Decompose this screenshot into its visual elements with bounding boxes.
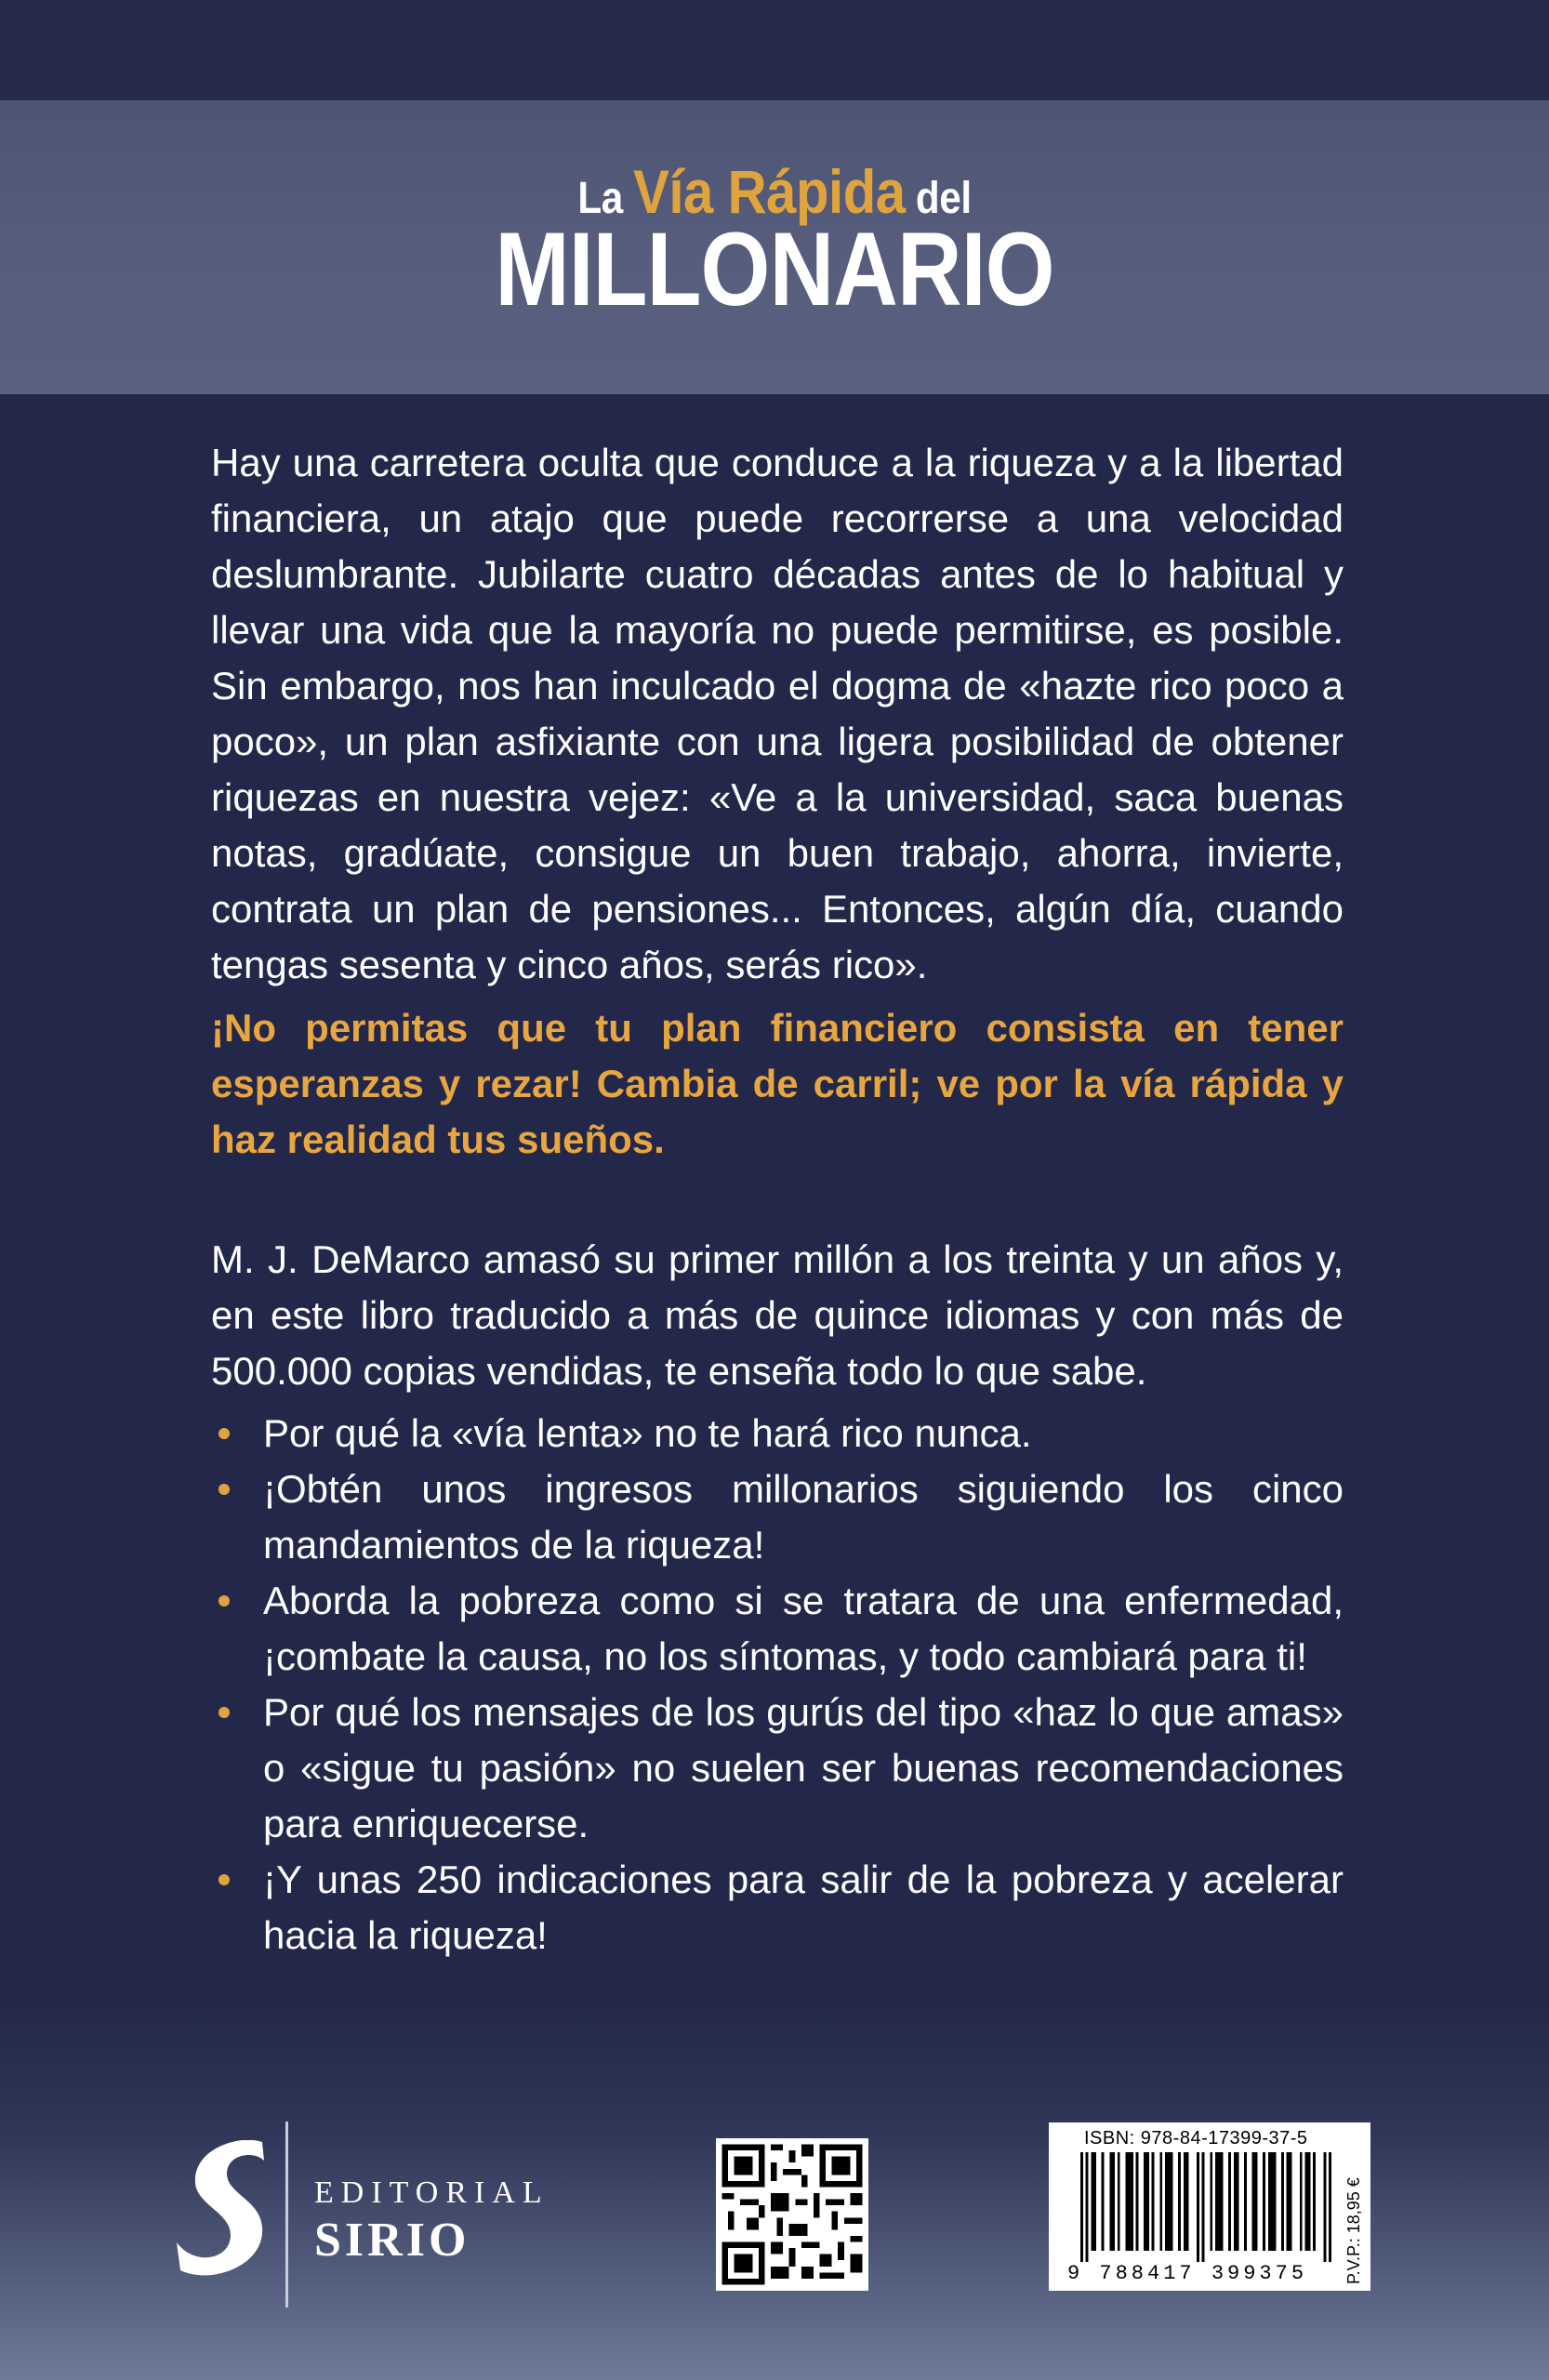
publisher-line-2: SIRIO — [314, 2214, 470, 2267]
price-label: P.V.P.: 18,95 € — [1344, 2177, 1363, 2284]
publisher-line-1: EDITORIAL — [314, 2175, 549, 2210]
list-item — [211, 1685, 1344, 1852]
qr-code-icon — [716, 2138, 868, 2291]
logo-divider — [285, 2122, 288, 2307]
barcode-box — [1049, 2122, 1370, 2291]
bullet-dot-icon — [218, 1707, 230, 1718]
list-item — [211, 1406, 1344, 1461]
bullet-list — [211, 1406, 1344, 1964]
list-item-text: Por qué la «vía lenta» no te hará rico nunca. — [263, 1411, 1032, 1455]
bullet-dot-icon — [218, 1595, 230, 1606]
barcode-number: 9 788417 399375 — [1067, 2262, 1308, 2285]
publisher-logo-icon — [177, 2140, 266, 2276]
title-prefix: La — [577, 174, 623, 223]
title-main: MILLONARIO — [495, 211, 1054, 327]
list-item-text: ¡Y unas 250 indicaciones para salir de la pobreza y acelerar hacia la riqueza! — [263, 1858, 1344, 1957]
list-item-text: Aborda la pobreza como si se tratara de una enfermedad, ¡combate la causa, no los síntomas, y todo cambiará para ti! — [263, 1579, 1344, 1678]
highlight-paragraph: ¡No permitas que tu plan financiero consista en tener esperanzas y rezar! Cambia de carril; ve por la vía rápida y haz realidad tus sueños. — [211, 1006, 1344, 1161]
list-item — [211, 1461, 1344, 1573]
author-paragraph: M. J. DeMarco amasó su primer millón a los treinta y un años y, en este libro traducido a más de quince idiomas y con más de 500.000 copias vendidas, te enseña todo lo que sabe. — [211, 1237, 1344, 1393]
top-band — [0, 0, 1549, 100]
barcode-icon — [1080, 2152, 1331, 2262]
list-item — [211, 1573, 1344, 1685]
list-item — [211, 1852, 1344, 1964]
intro-paragraph: Hay una carretera oculta que conduce a la riqueza y a la libertad financiera, un atajo que puede recorrerse a una velocidad deslumbrante. Jubilarte cuatro décadas antes de lo habitual y llevar una vida que la mayoría no puede permitirse, es posible. Sin embargo, nos han inculcado el dogma de «hazte rico poco a poco», un plan asfixiante con una ligera posibilidad de obtener riquezas en nuestra vejez: «Ve a la universidad, saca buenas notas, gradúate, consigue un buen trabajo, ahorra, invierte, contrata un plan de pensiones... Entonces, algún día, cuando tengas sesenta y cinco años, serás rico». — [211, 441, 1344, 986]
list-item-text: Por qué los mensajes de los gurús del tipo «haz lo que amas» o «sigue tu pasión» no suelen ser buenas recomendaciones para enriquecerse. — [263, 1690, 1344, 1845]
isbn-label: ISBN: 978-84-17399-37-5 — [1084, 2128, 1308, 2149]
list-item-text: ¡Obtén unos ingresos millonarios siguiendo los cinco mandamientos de la riqueza! — [263, 1467, 1344, 1567]
title-accent: Vía Rápida — [633, 157, 906, 226]
bullet-dot-icon — [218, 1874, 230, 1885]
bullet-dot-icon — [218, 1428, 230, 1439]
title-suffix: del — [915, 174, 972, 223]
bullet-dot-icon — [218, 1484, 230, 1495]
